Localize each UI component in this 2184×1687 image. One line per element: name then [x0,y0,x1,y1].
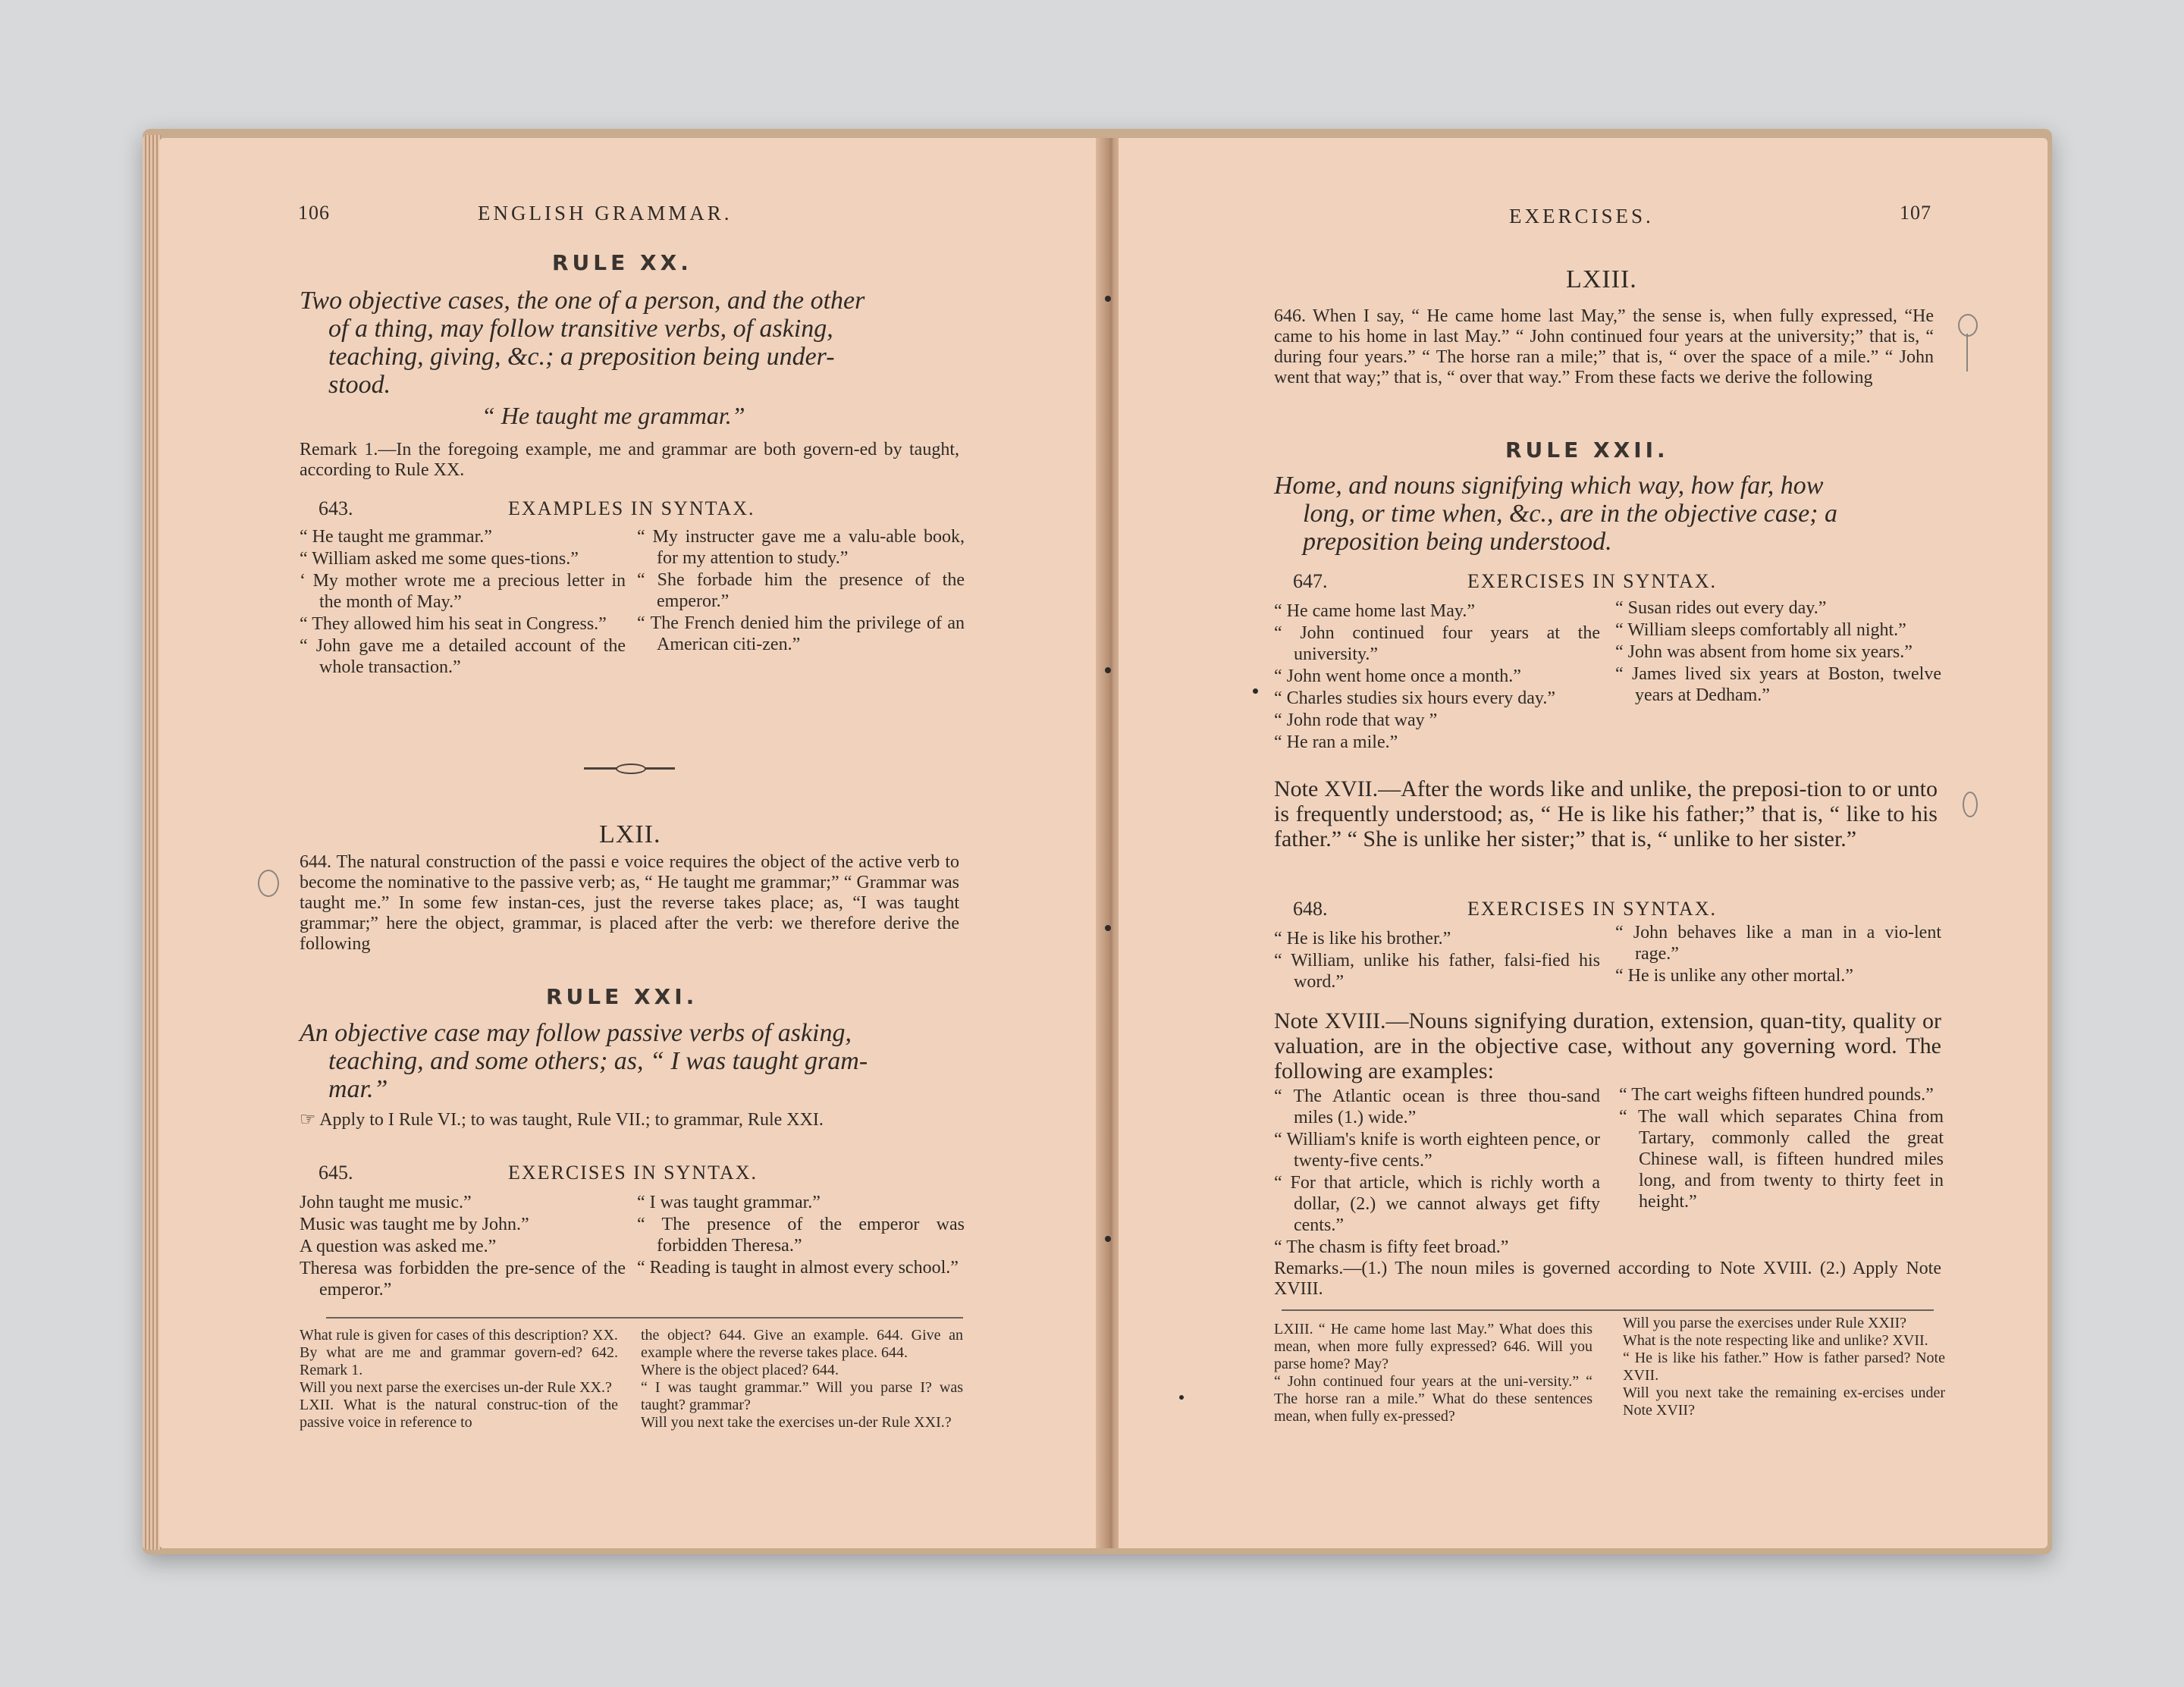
example-item: “ John gave me a detailed account of the whole transaction.” [300,636,626,677]
rule-22-text [1274,472,1941,556]
question-item: What is the note respecting like and unlike? XVII. [1623,1332,1928,1349]
exercise-item: A question was asked me.” [300,1237,497,1256]
questions-right-col1 [1274,1321,1592,1425]
exercises-645-col2 [637,1192,965,1279]
exercise-item: “ He came home last May.” [1274,601,1475,621]
exercise-item: “ John rode that way ” [1274,710,1438,730]
footnote-rule [326,1317,963,1319]
lxii-paragraph: 644. The natural construction of the passi e voice requires the object of the active verb to become the nominative to the passive verb; as, “ He taught me grammar;” “ Grammar was taught me.” In some few instan-ces, just the reverse takes place; as, “I was taught grammar;” here the object, grammar, is placed after the verb: we therefore derive the following [300,852,959,954]
remarks: Remarks.—(1.) The noun miles is governed according to Note XVIII. (2.) Apply Note XVIII. [1274,1259,1941,1299]
question-item: Will you next take the exercises un-der Rule XXI.? [641,1414,952,1431]
exercise-item: “ John was absent from home six years.” [1615,642,1913,662]
example-item: “ The French denied him the privilege of an American citi-zen.” [637,613,965,654]
rule-21-line: teaching, and some others; as, “ I was taught gram- [328,1047,868,1075]
rule-21-heading: RULE XXI. [546,984,698,1009]
example-item: “ The chasm is fifty feet broad.” [1274,1237,1509,1257]
rule-22-line: preposition being understood. [1303,528,1612,556]
question-item: What rule is given for cases of this description? XX. [300,1327,618,1344]
ornament-divider [584,767,675,770]
running-head-left: ENGLISH GRAMMAR. [478,202,733,224]
rule-22-line: Home, and nouns signifying which way, how far, how [1274,472,1824,500]
exercise-item: “ He ran a mile.” [1274,732,1398,752]
exercise-item: “ Charles studies six hours every day.” [1274,688,1556,708]
example-item: “ William asked me some ques-tions.” [300,549,579,569]
pencil-line-mark [1966,334,1968,372]
ink-dot [1253,688,1258,694]
ink-dot [1179,1395,1184,1400]
exercise-item: “ John went home once a month.” [1274,666,1521,686]
section-title: EXAMPLES IN SYNTAX. [508,497,755,519]
rule-20-line: stood. [328,371,391,399]
rule-20-heading: RULE XX. [552,250,692,275]
section-number: 643. [318,497,353,519]
question-item: “ He is like his father.” How is father parsed? Note XVII. [1623,1350,1945,1384]
exercise-item: “ I was taught grammar.” [637,1193,821,1212]
page-number-right: 107 [1900,202,1931,224]
exercise-item: “ He is like his brother.” [1274,929,1451,949]
binding-stitch [1105,925,1111,931]
binding-stitch [1105,296,1111,302]
section-title: EXERCISES IN SYNTAX. [1467,898,1717,920]
example-item: “ She forbade him the presence of the emperor.” [637,570,965,611]
example-item: “ The Atlantic ocean is three thou-sand miles (1.) wide.” [1274,1087,1600,1127]
exercises-648-col1 [1274,928,1600,993]
exercises-645-col1 [300,1192,626,1301]
exercise-item: “ Susan rides out every day.” [1615,598,1827,618]
lxiii-title: LXIII. [1566,265,1637,293]
rule-21-line: An objective case may follow passive verbs of asking, [300,1019,852,1047]
pencil-circle-mark [258,870,279,897]
example-item: “ The cart weighs fifteen hundred pounds.” [1619,1085,1934,1105]
right-page [1119,138,2048,1548]
example-item: “ For that article, which is richly worth a dollar, (2.) we cannot always get fifty cents.” [1274,1173,1600,1235]
rule-21-apply: ☞ Apply to I Rule VI.; to was taught, Rule VII.; to grammar, Rule XXI. [300,1110,824,1130]
examples-18-col2 [1619,1084,1944,1213]
section-647-heading [1293,570,1717,593]
exercise-item: “ William sleeps comfortably all night.” [1615,620,1906,640]
remark-1: Remark 1.—In the foregoing example, me and grammar are both govern-ed by taught, according to Rule XX. [300,440,959,480]
rule-21-line: mar.” [328,1075,388,1103]
rule-22-line: long, or time when, &c., are in the objective case; a [1303,500,1838,528]
question-item: Will you next parse the exercises un-der Rule XX.? [300,1379,612,1396]
question-item: Where is the object placed? 644. [641,1362,839,1378]
question-item: Will you next take the remaining ex-ercises under Note XVII? [1623,1384,1945,1419]
questions-left-col1 [300,1327,618,1431]
note-17: Note XVII.—After the words like and unlike, the preposi-tion to or unto is frequently understood; as, “ He is like his father;” that is, “ like to his father.” “ She is unlike her sister;” that is, “ unlike to her sister.” [1274,776,1938,851]
exercise-item: “ William, unlike his father, falsi-fied his word.” [1274,951,1600,992]
pencil-circle-mark [1958,314,1978,337]
example-item: “ William's knife is worth eighteen pence, or twenty-five cents.” [1274,1130,1600,1171]
exercises-647-col2 [1615,597,1941,707]
exercise-item: “ He is unlike any other mortal.” [1615,966,1853,986]
rule-20-line: of a thing, may follow transitive verbs, of asking, [328,315,833,343]
section-title: EXERCISES IN SYNTAX. [508,1162,758,1184]
example-item: “ He taught me grammar.” [300,527,492,547]
binding-stitch [1105,667,1111,673]
exercise-item: John taught me music.” [300,1193,472,1212]
examples-18-col1 [1274,1086,1600,1259]
question-item: Will you parse the exercises under Rule XXII? [1623,1315,1907,1331]
lxii-title: LXII. [599,820,661,848]
pencil-circle-mark [1963,792,1978,817]
rule-20-line: Two objective cases, the one of a person, and the other [300,287,865,315]
note-18: Note XVIII.—Nouns signifying duration, extension, quan-tity, quality or valuation, are in the objective case, without any governing word. The following are examples: [1274,1008,1941,1083]
binding-stitch [1105,1236,1111,1242]
question-item: LXII. What is the natural construc-tion of the passive voice in reference to [300,1397,618,1431]
section-643-heading [318,497,755,520]
page-number-left: 106 [298,202,330,224]
exercise-item: Music was taught me by John.” [300,1215,529,1234]
question-item: “ I was taught grammar.” Will you parse I? was taught? grammar? [641,1379,963,1413]
example-item: ‘ My mother wrote me a precious letter in the month of May.” [300,571,626,612]
page-edge-stack [143,135,161,1550]
exercise-item: Theresa was forbidden the pre-sence of the emperor.” [300,1259,626,1300]
rule-20-line: teaching, giving, &c.; a preposition being under- [328,343,835,371]
question-item: By what are me and grammar govern-ed? 642. Remark 1. [300,1344,618,1378]
section-number: 645. [318,1162,353,1184]
exercise-item: “ John behaves like a man in a vio-lent rage.” [1615,923,1941,964]
rule-21-text [300,1019,967,1103]
exercise-item: “ Reading is taught in almost every school.” [637,1258,959,1278]
section-number: 648. [1293,898,1328,920]
questions-right-col2 [1623,1315,1945,1419]
exercise-item: “ James lived six years at Boston, twelve years at Dedham.” [1615,664,1941,705]
section-number: 647. [1293,570,1328,592]
rule-20-example: “ He taught me grammar.” [482,402,745,429]
question-item: the object? 644. Give an example. 644. Give an example where the reverse takes place. 644. [641,1327,963,1361]
running-head-right: EXERCISES. [1509,205,1654,227]
example-item: “ They allowed him his seat in Congress.” [300,614,607,634]
rule-22-heading: RULE XXII. [1505,437,1669,463]
section-645-heading [318,1162,758,1184]
example-item: “ The wall which separates China from Tartary, commonly called the great Chinese wall, is fifteen hundred miles long, and from twenty to thirty feet in height.” [1619,1107,1944,1212]
exercises-648-col2 [1615,922,1941,987]
footnote-rule [1282,1309,1934,1311]
exercises-647-col1 [1274,600,1600,754]
question-item: LXIII. “ He came home last May.” What does this mean, when more fully expressed? 646. Will you parse home? May? [1274,1321,1592,1372]
lxiii-paragraph: 646. When I say, “ He came home last May,” the sense is, when fully expressed, “He came to his home in last May.” “ John continued four years at the university;” that is, “ during four years.” “ The horse ran a mile;” that is, “ over the space of a mile.” “ John went that way;” that is, “ over that way.” From these facts we derive the following [1274,306,1934,387]
section-648-heading [1293,898,1717,920]
left-page [159,138,1107,1548]
exercise-item: “ John continued four years at the university.” [1274,623,1600,664]
questions-left-col2 [641,1327,963,1431]
section-title: EXERCISES IN SYNTAX. [1467,570,1717,592]
examples-643-col1 [300,526,626,679]
rule-20-text [300,287,967,399]
example-item: “ My instructer gave me a valu-able book, for my attention to study.” [637,527,965,568]
exercise-item: “ The presence of the emperor was forbidden Theresa.” [637,1215,965,1256]
question-item: “ John continued four years at the uni-versity.” “ The horse ran a mile.” What do these sentences mean, when fully ex-pressed? [1274,1373,1592,1425]
examples-643-col2 [637,526,965,656]
